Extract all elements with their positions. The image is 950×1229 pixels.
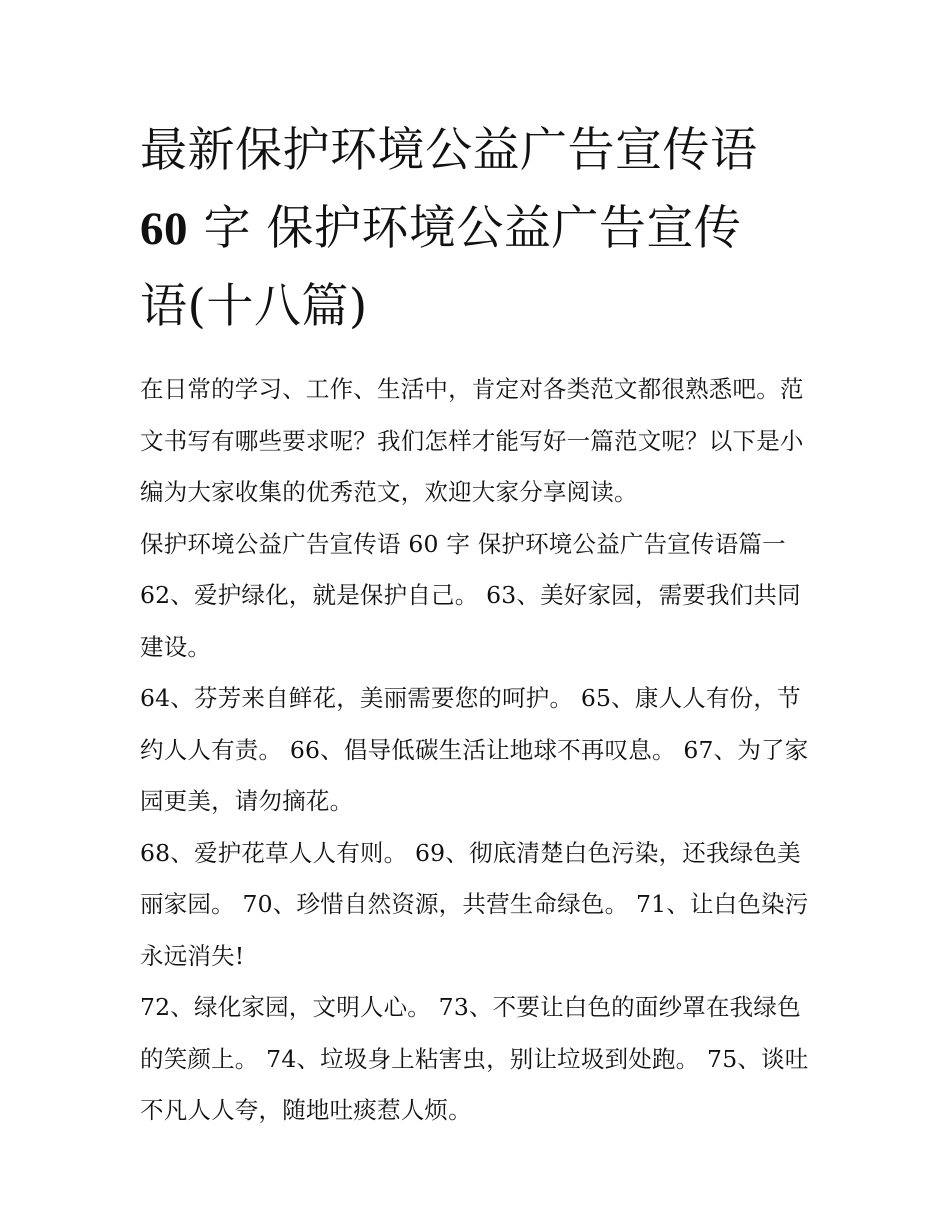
document-title (140, 112, 820, 346)
intro-paragraph: 在日常的学习、工作、生活中，肯定对各类范文都很熟悉吧。范文书写有哪些要求呢？我们怎样才能写好一篇范文呢？以下是小编为大家收集的优秀范文，欢迎大家分享阅读。 (140, 375, 804, 506)
slogan-paragraph: 64、芬芳来自鲜花，美丽需要您的呵护。 65、康人人有份，节约人人有责。 66、倡导低碳生活让地球不再叹息。 67、为了家园更美，请勿摘花。 (140, 684, 809, 815)
document-content (140, 112, 820, 1137)
slogan-paragraph: 72、绿化家园，文明人心。 73、不要让白色的面纱罩在我绿色的笑颜上。 74、垃圾身上粘害虫，别让垃圾到处跑。 75、谈吐不凡人人夸，随地吐痰惹人烦。 (140, 993, 809, 1124)
document-body (140, 364, 820, 1137)
section-heading: 保护环境公益广告宣传语 60 字 保护环境公益广告宣传语篇一 (140, 529, 786, 558)
title-part3: 语(十八篇) (140, 279, 368, 334)
title-number: 60 (140, 203, 188, 255)
slogan-paragraph: 68、爱护花草人人有则。 69、彻底清楚白色污染，还我绿色美丽家园。 70、珍惜自然资源，共营生命绿色。 71、让白色染污永远消失! (140, 838, 809, 970)
title-part1: 最新保护环境公益广告宣传语 (140, 123, 758, 178)
title-part2: 字 保护环境公益广告宣传 (203, 201, 742, 256)
slogan-paragraph: 62、爱护绿化，就是保护自己。 63、美好家园，需要我们共同建设。 (140, 581, 801, 661)
